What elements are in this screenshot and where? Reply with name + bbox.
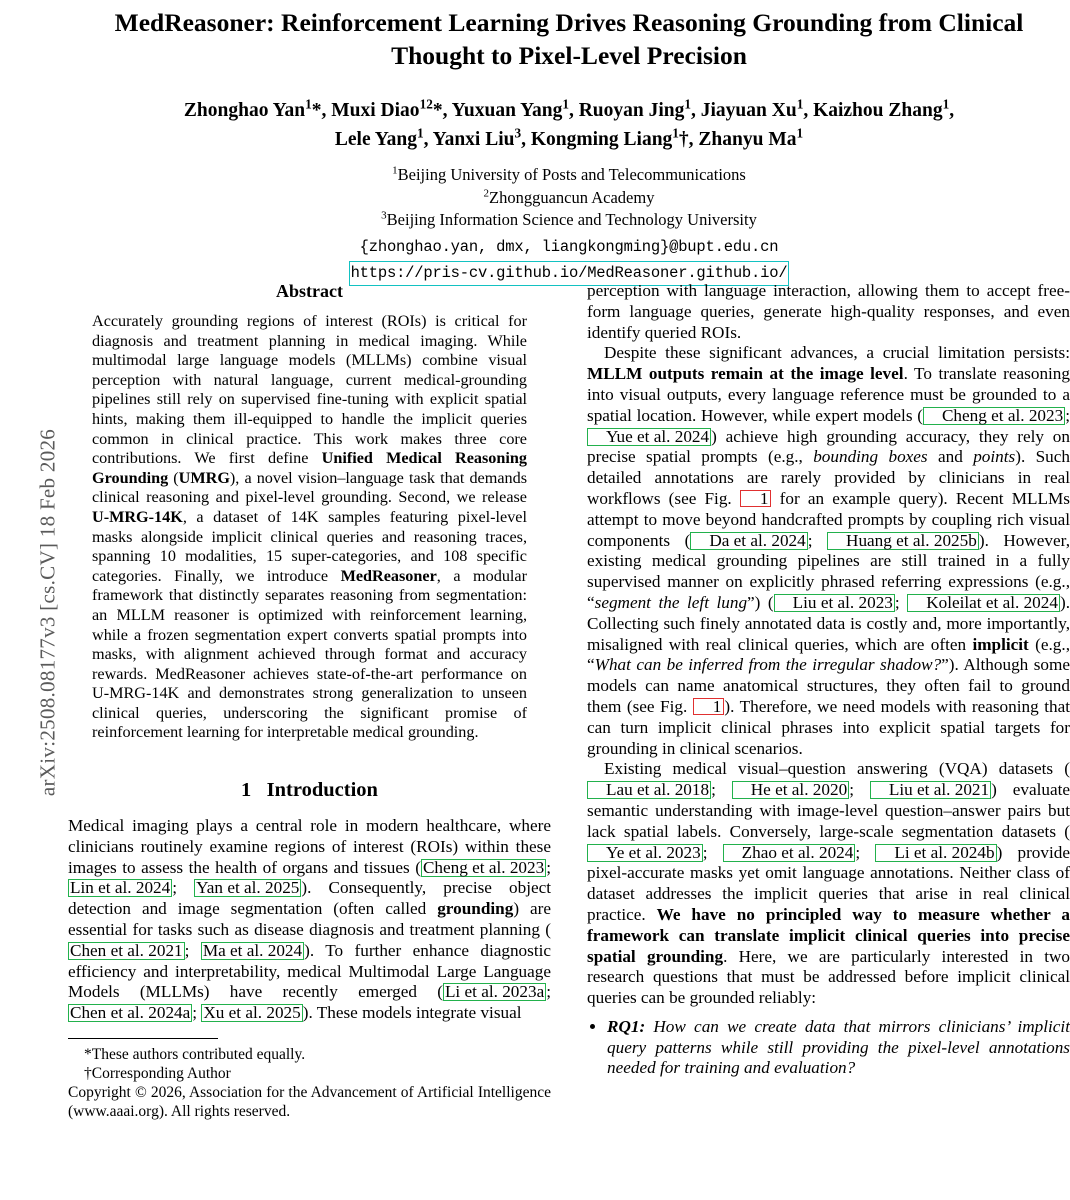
footnote-corresponding-author: †Corresponding Author [84,1065,231,1083]
citation-yan-2025[interactable]: Yan et al. 2025 [196,878,300,898]
author-line-2: Lele Yang$^1$, Yanxi Liu$^3$, Kongming Liang$^1$†, Zhanyu Ma$^1$ [334,125,804,150]
citation-li-2023a[interactable]: Li et al. 2023a [444,982,545,1002]
affiliation-3-text: Beijing Information Science and Technology University [386,210,757,229]
page-title: MedReasoner: Reinforcement Learning Drives Reasoning Grounding from Clinical Thought to Pixel-Level Precision [114,8,1024,70]
right-paragraph-2: Despite these significant advances, a crucial limitation persists: MLLM outputs remain at the image level. To translate reasoning into visual outputs, every language reference must be grounded to a spatial location. However, while expert models ( Cheng et al. 2023 ; Yue et al. 2024 ) achieve high grounding accuracy, they rely on precise spatial prompts (e.g., bounding boxes and points). Such detailed annotations are rarely provided by clinicians in real workflows (see Fig. 1 for an example query). Recent MLLMs attempt to move beyond handcrafted prompts by coupling rich visual components ( Da et al. 2024 ; Huang et al. 2025b ). However, existing medical grounding pipelines are still trained in a fully supervised manner on explicitly phrased referring expressions (e.g., “segment the left lung”) ( Liu et al. 2023 ; Koleilat et al. 2024 ). Collecting such finely annotated data is costly and, more importantly, misaligned with real clinical queries, which are often implicit (e.g., “What can be inferred from the irregular shadow?”). Although some models can name anatomical structures, they often fail to ground them (see Fig. 1 ). Therefore, we need models with reasoning that can turn implicit clinical phrases into explicit spatial targets for grounding in clinical scenarios. [587,343,1070,758]
affiliation-3: $^3$Beijing Information Science and Technology University [381,209,757,229]
project-url-link[interactable]: https://pris-cv.github.io/MedReasoner.github.io/ [349,261,790,286]
affiliation-2: $^2$Zhongguancun Academy [483,187,655,207]
intro-p1-bold-grounding: grounding [437,899,514,919]
intro-paragraph-1: Medical imaging plays a central role in modern healthcare, where clinicians routinely examine regions of interest (ROIs) within these images to assess the health of organs and tissues ( Cheng et al. 2023 ; Lin et al. 2024 ; Yan et al. 2025 ). Consequently, precise object detection and image segmentation (often called grounding) are essential for tasks such as disease diagnosis and treatment planning (Chen et al. 2021 ; Ma et al. 2024 ). To further enhance diagnostic efficiency and interpretability, medical Multimodal Large Language Models (MLLMs) have recently emerged ( Li et al. 2023a ; Chen et al. 2024a ; Xu et al. 2025 ). These models integrate visual [68,816,552,1023]
section-1-title: Introduction [266,779,378,802]
rq1-label: RQ1: [607,1016,646,1036]
rp3-seg-c: ) provide pixel-accurate masks yet omit language annotations. Neither class of dataset addresses the implicit queries that arise in real clinical practice. [587,842,1070,924]
citation-li-2024b[interactable]: Li et al. 2024b [875,844,996,862]
contact-email: {zhonghao.yan, dmx, liangkongming}@bupt.edu.cn [359,237,779,256]
rp2-seg-f: for an example query). Recent MLLMs attempt to move beyond handcrafted prompts by coupling rich visual components ( [587,488,1070,550]
affiliation-2-text: Zhongguancun Academy [489,187,655,207]
citation-lau-2018[interactable]: Lau et al. 2018 [587,781,711,799]
rp2-italic-bounding-boxes: bounding boxes [813,447,928,467]
rp2-seg-a: Despite these significant advances, a crucial limitation persists: [604,343,1070,363]
citation-ye-2023[interactable]: Ye et al. 2023 [587,844,703,862]
figure-ref-1b[interactable]: 1 [693,698,725,715]
rp2-seg-k: ”). Although some models can name anatomical structures, they often fail to ground them (see Fig. [587,655,1070,716]
citation-chen-2024a[interactable]: Chen et al. 2024a [70,1003,191,1023]
rp2-italic-segment-left-lung: segment the left lung [594,592,748,612]
affiliation-1: $^1$Beijing University of Posts and Telecommunications [392,164,746,184]
abstract-text: Accurately grounding regions of interest (ROIs) is critical for diagnosis and treatment planning in medical imaging. While multimodal large language models (MLLMs) combine visual perception with natural language, current medical-grounding pipelines still rely on supervised fine-tuning with explicit spatial hints, making them ill-equipped to handle the implicit queries common in clinical practice. This work makes three core contributions. We first define Unified Medical Reasoning Grounding (UMRG), a novel vision–language task that demands clinical reasoning and pixel-level grounding. Second, we release U-MRG-14K, a dataset of 14K samples featuring pixel-level masks alongside implicit clinical queries and reasoning traces, spanning 10 modalities, 15 super-categories, and 108 specific categories. Finally, we introduce MedReasoner, a modular framework that distinctly separates reasoning from segmentation: an MLLM reasoner is optimized with reinforcement learning, while a frozen segmentation expert converts spatial prompts into masks, with alignment achieved through format and accuracy rewards. MedReasoner achieves state-of-the-art performance on U-MRG-14K and demonstrates strong generalization to unseen clinical queries, underscoring the significant promise of reinforcement learning for interpretable medical grounding. [92,312,528,742]
rp2-seg-e: ). Such detailed annotations are rarely provided by clinicians in real workflows (see Fig. [587,447,1070,508]
rp3-seg-a: Existing medical visual–question answering (VQA) datasets ( [604,759,1070,779]
rp2-seg-j: (e.g., “ [587,634,1070,675]
section-1-heading [68,779,551,802]
author-list [82,96,1056,154]
rp2-seg-h: ”) ( [747,592,774,612]
rp2-seg-d: and [927,447,974,467]
section-1-number: 1 [241,779,252,802]
affiliation-1-text: Beijing University of Posts and Telecommunications [397,165,746,184]
citation-he-2020[interactable]: He et al. 2020 [732,781,849,799]
citation-cheng-2023[interactable]: Cheng et al. 2023 [422,857,545,877]
research-questions-list [587,1017,1070,1079]
citation-yue-2024[interactable]: Yue et al. 2024 [587,428,711,446]
rp3-bold-claim: We have no principled way to measure whether a framework can translate implicit clinical queries into precise spatial grounding [587,904,1070,966]
author-line-1: Zhonghao Yan$^1$*, Muxi Diao$^{12}$*, Yuxuan Yang$^1$, Ruoyan Jing$^1$, Jiayuan Xu$^1$, Kaizhou Zhang$^1$, [183,96,955,121]
footnote-block [68,1045,551,1121]
rp3-seg-b: ) evaluate semantic understanding with image-level question–answer pairs but lack spatial labels. Conversely, large-scale segmentation datasets ( [587,780,1070,841]
two-column-body [68,281,1070,1121]
rp2-bold-implicit: implicit [972,634,1029,654]
rp2-seg-c: ) achieve high grounding accuracy, they rely on precise spatial prompts (e.g., [587,426,1070,467]
citation-ma-2024[interactable]: Ma et al. 2024 [202,940,303,960]
abstract-heading: Abstract [276,281,343,301]
figure-ref-1a[interactable]: 1 [740,490,772,507]
citation-chen-2021[interactable]: Chen et al. 2021 [70,940,183,960]
right-column [587,281,1070,1121]
citation-cheng-2023-b[interactable]: Cheng et al. 2023 [923,407,1065,425]
rp2-bold-image-level: MLLM outputs remain at the image level [587,364,904,384]
paper-content [68,0,1070,1121]
intro-p1-seg-a: Medical imaging plays a central role in modern healthcare, where clinicians routinely examine regions of interest (ROIs) within these images to assess the health of organs and tissues ( [68,816,551,877]
citation-liu-2021[interactable]: Liu et al. 2021 [870,781,991,799]
rp2-seg-i: ). Collecting such finely annotated data is costly and, more importantly, misaligned with real clinical queries, which are often [587,592,1070,654]
abstract-block [92,281,527,743]
citation-da-2024[interactable]: Da et al. 2024 [690,532,807,550]
rq1-text: How can we create data that mirrors clinicians’ implicit query patterns while still providing the pixel-level annotations needed for training and evaluation? [607,1016,1070,1078]
citation-zhao-2024[interactable]: Zhao et al. 2024 [723,844,856,862]
rp2-italic-points: points [973,447,1016,467]
list-item-rq1 [607,1017,1070,1079]
intro-p1-seg-e: ). These models integrate visual [302,1003,522,1023]
citation-xu-2025[interactable]: Xu et al. 2025 [203,1003,301,1023]
footnote-copyright: Copyright © 2026, Association for the Advancement of Artificial Intelligence (www.aaai.org). All rights reserved. [68,1084,551,1121]
citation-liu-2023[interactable]: Liu et al. 2023 [774,594,895,612]
rp3-seg-d: . Here, we are particularly interested in two research questions that must be addressed before implicit clinical queries can be grounded reliably: [587,946,1070,1008]
rp2-seg-l: ). Therefore, we need models with reasoning that can turn implicit clinical phrases into explicit spatial targets for grounding in clinical scenarios. [587,696,1070,758]
intro-p1-seg-c: ) are essential for tasks such as disease diagnosis and treatment planning ( [68,899,551,940]
footnote-divider [68,1038,218,1039]
citation-koleilat-2024[interactable]: Koleilat et al. 2024 [907,594,1060,612]
rp2-seg-g: ). However, existing medical grounding pipelines are still trained in a fully supervised manner on explicitly phrased referring expressions (e.g., “ [587,530,1070,612]
right-paragraph-3: Existing medical visual–question answering (VQA) datasets (Lau et al. 2018 ; He et al. 2020 ; Liu et al. 2021 ) evaluate semantic understanding with image-level question–answer pairs but lack spatial labels. Conversely, large-scale segmentation datasets (Ye et al. 2023 ; Zhao et al. 2024 ; Li et al. 2024b ) provide pixel-accurate masks yet omit language annotations. Neither class of dataset addresses the implicit queries that arise in real clinical practice. We have no principled way to measure whether a framework can translate implicit clinical queries into precise spatial grounding. Here, we are particularly interested in two research questions that must be addressed before implicit clinical queries can be grounded reliably: [587,759,1070,1008]
citation-huang-2025b[interactable]: Huang et al. 2025b [827,532,979,550]
arxiv-stamp: arXiv:2508.08177v3 [cs.CV] 18 Feb 2026 [35,428,60,797]
rp2-italic-query-example: What can be inferred from the irregular shadow? [594,655,942,675]
left-column [68,281,551,1121]
right-paragraph-1: perception with language interaction, allowing them to accept free-form language queries, generate high-quality responses, and even identify queried ROIs. [587,281,1070,342]
citation-lin-2024[interactable]: Lin et al. 2024 [70,878,171,898]
intro-p1-seg-d: ). To further enhance diagnostic efficiency and interpretability, medical Multimodal Large Language Models (MLLMs) have recently emerged ( [68,940,551,1002]
intro-p1-seg-b: ). Consequently, precise object detection and image segmentation (often called [68,878,552,919]
footnote-equal-contribution: *These authors contributed equally. [84,1046,306,1064]
rp2-seg-b: . To translate reasoning into visual outputs, every language reference must be grounded to a spatial location. However, while expert models ( [587,364,1070,425]
